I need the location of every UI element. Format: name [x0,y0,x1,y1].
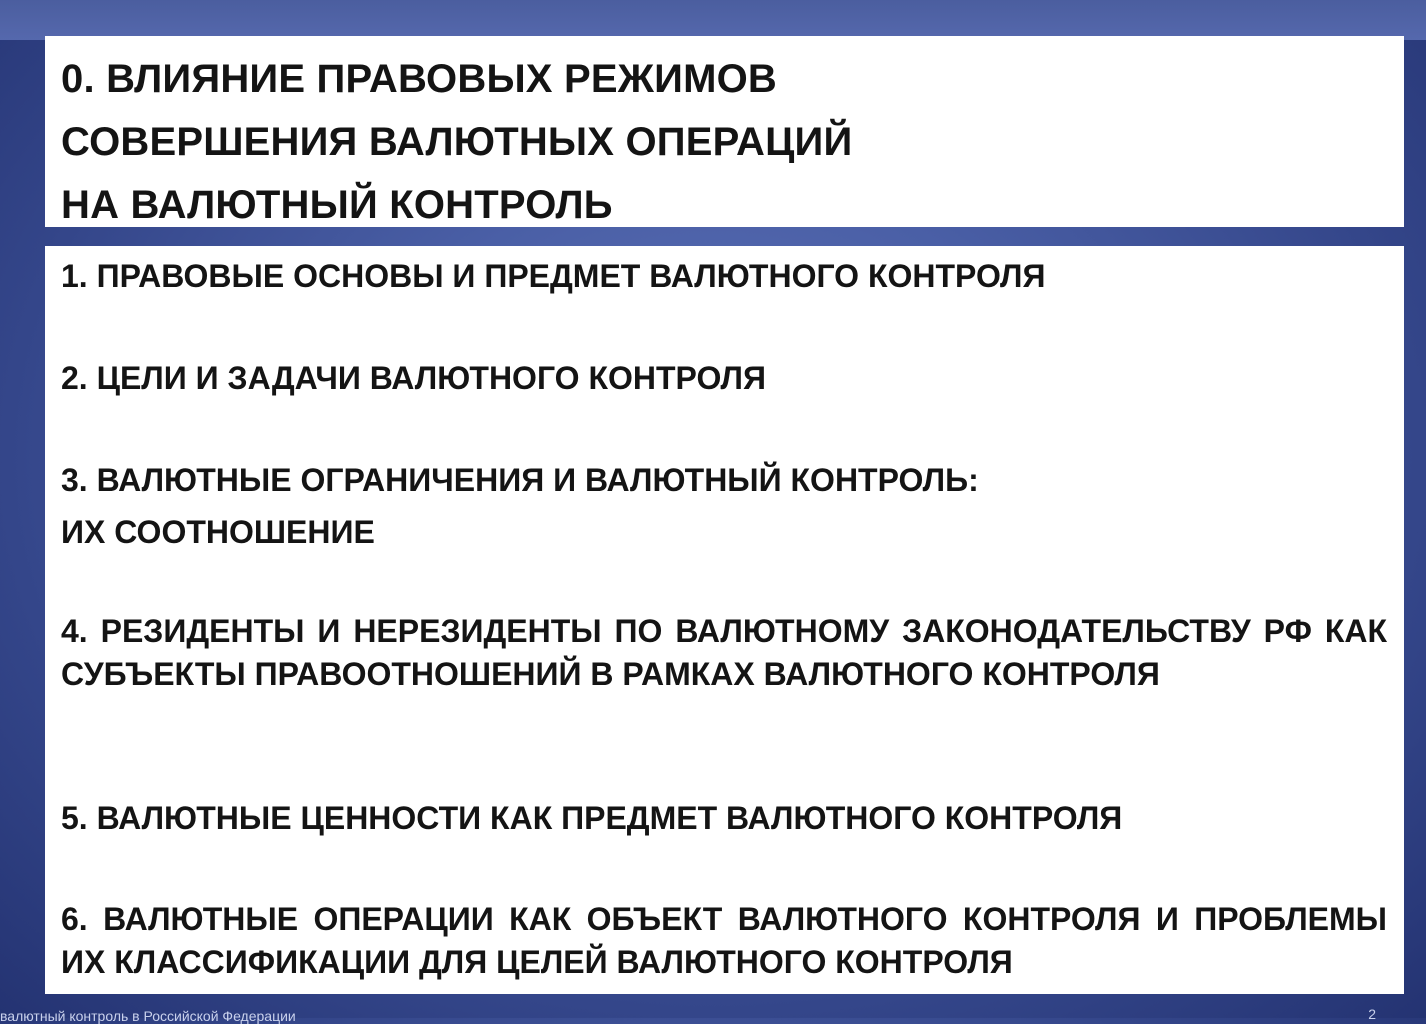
topic-item-2: 2. ЦЕЛИ И ЗАДАЧИ ВАЛЮТНОГО КОНТРОЛЯ [61,360,766,396]
page-number: 2 [1368,1006,1376,1022]
slide-title-box [45,36,1404,227]
slide-footer: валютный контроль в Российской Федерации [0,1008,296,1024]
topic-item-1: 1. ПРАВОВЫЕ ОСНОВЫ И ПРЕДМЕТ ВАЛЮТНОГО КОНТРОЛЯ [61,258,1046,294]
topics-list [45,246,1404,994]
topic-item-3-line-2: ИХ СООТНОШЕНИЕ [61,514,375,550]
slide-title-line-2: СОВЕРШЕНИЯ ВАЛЮТНЫХ ОПЕРАЦИЙ [61,120,853,164]
slide-title-line-1: 0. ВЛИЯНИЕ ПРАВОВЫХ РЕЖИМОВ [61,57,777,101]
topic-item-5: 5. ВАЛЮТНЫЕ ЦЕННОСТИ КАК ПРЕДМЕТ ВАЛЮТНОГО КОНТРОЛЯ [61,800,1123,836]
slide-background-top [0,0,1426,40]
topic-item-4: 4. РЕЗИДЕНТЫ И НЕРЕЗИДЕНТЫ ПО ВАЛЮТНОМУ ЗАКОНОДАТЕЛЬСТВУ РФ КАК СУБЪЕКТЫ ПРАВООТНОШЕНИЙ В РАМКАХ ВАЛЮТНОГО КОНТРОЛЯ [61,613,1387,692]
topic-item-3-line-1: 3. ВАЛЮТНЫЕ ОГРАНИЧЕНИЯ И ВАЛЮТНЫЙ КОНТРОЛЬ: [61,462,979,498]
slide-title-line-3: НА ВАЛЮТНЫЙ КОНТРОЛЬ [61,183,613,227]
topic-item-6: 6. ВАЛЮТНЫЕ ОПЕРАЦИИ КАК ОБЪЕКТ ВАЛЮТНОГО КОНТРОЛЯ И ПРОБЛЕМЫ ИХ КЛАССИФИКАЦИИ ДЛЯ ЦЕЛЕЙ ВАЛЮТНОГО КОНТРОЛЯ [61,901,1387,980]
topic-item-3 [61,454,1387,558]
